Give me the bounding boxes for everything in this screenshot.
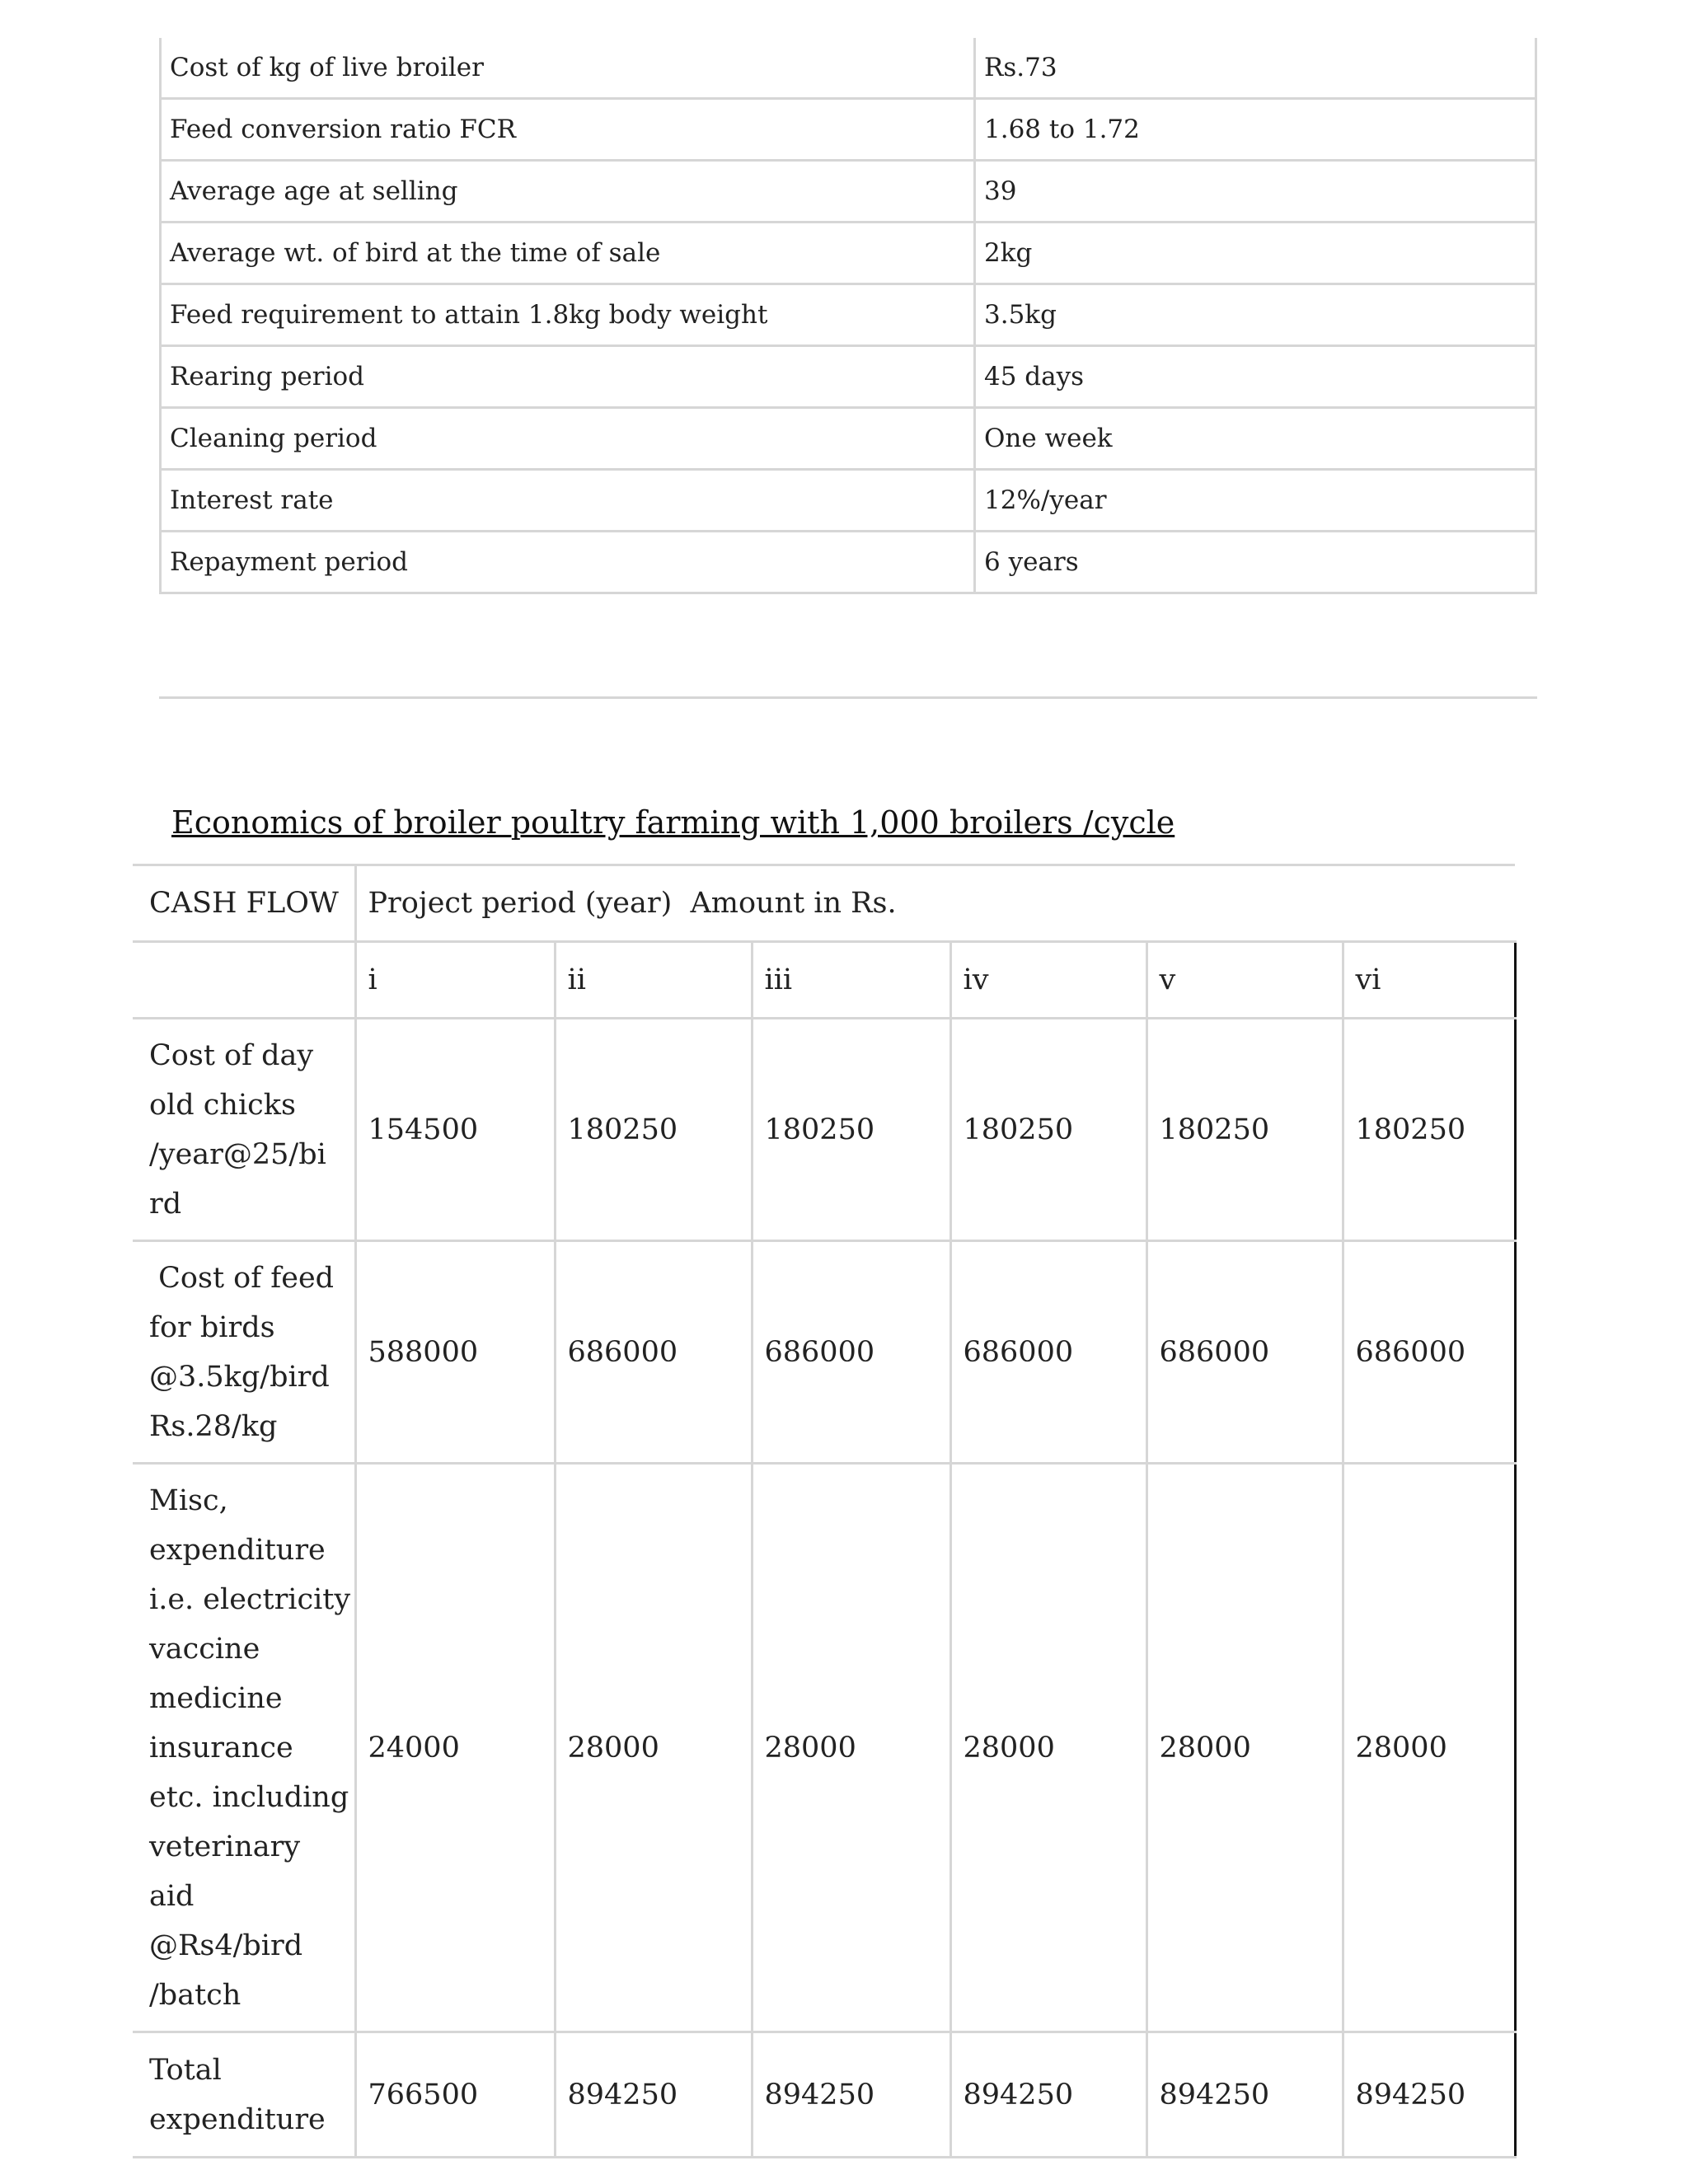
- cell-value: 180250: [555, 1019, 752, 1241]
- row-label-line: expenditure: [149, 1533, 326, 1567]
- param-row: [161, 408, 1536, 470]
- cell-value: 894250: [1343, 2032, 1515, 2158]
- param-label: Interest rate: [161, 470, 975, 532]
- param-label: Average age at selling: [161, 161, 975, 223]
- parameters-table: [159, 38, 1537, 594]
- row-label: [133, 1241, 355, 1464]
- cell-value: 894250: [1146, 2032, 1343, 2158]
- year-header: vi: [1343, 942, 1515, 1019]
- row-label-line: insurance: [149, 1731, 293, 1765]
- cashflow-row-misc: [133, 1464, 1515, 2032]
- row-label-line: rd: [149, 1187, 182, 1221]
- cashflow-row-chicks: [133, 1019, 1515, 1241]
- cell-value: 686000: [950, 1241, 1146, 1464]
- cashflow-header-period: Project period (year) Amount in Rs.: [355, 865, 1515, 942]
- row-label-line: @Rs4/bird: [149, 1929, 303, 1962]
- year-header-row: [133, 942, 1515, 1019]
- year-header-blank: [133, 942, 355, 1019]
- cell-value: 24000: [355, 1464, 555, 2032]
- param-label: Feed requirement to attain 1.8kg body weight: [161, 284, 975, 346]
- cell-value: 894250: [950, 2032, 1146, 2158]
- param-row: [161, 161, 1536, 223]
- row-label: [133, 1019, 355, 1241]
- row-label-line: expenditure: [149, 2102, 326, 2136]
- cell-value: 28000: [555, 1464, 752, 2032]
- param-row: [161, 346, 1536, 408]
- row-label-line: etc. including: [149, 1780, 349, 1814]
- param-label: Feed conversion ratio FCR: [161, 99, 975, 161]
- cell-value: 154500: [355, 1019, 555, 1241]
- row-label: [133, 2032, 355, 2158]
- cell-value: 894250: [752, 2032, 950, 2158]
- row-label-line: Rs.28/kg: [149, 1409, 278, 1443]
- cashflow-row-total: [133, 2032, 1515, 2158]
- cell-value: 686000: [555, 1241, 752, 1464]
- cashflow-table: [133, 864, 1517, 2158]
- param-value: 6 years: [975, 532, 1536, 593]
- cell-value: 180250: [1146, 1019, 1343, 1241]
- cell-value: 28000: [1343, 1464, 1515, 2032]
- param-value: 1.68 to 1.72: [975, 99, 1536, 161]
- cell-value: 686000: [1146, 1241, 1343, 1464]
- row-label-line: Total: [149, 2053, 222, 2087]
- row-label-line: Cost of feed: [149, 1261, 335, 1295]
- param-row: [161, 223, 1536, 284]
- row-label-line: @3.5kg/bird: [149, 1360, 330, 1394]
- year-header: iii: [752, 942, 950, 1019]
- param-label: Average wt. of bird at the time of sale: [161, 223, 975, 284]
- year-header: v: [1146, 942, 1343, 1019]
- section-title: Economics of broiler poultry farming with 1,000 broilers /cycle: [171, 804, 1175, 841]
- param-value: 45 days: [975, 346, 1536, 408]
- cell-value: 28000: [950, 1464, 1146, 2032]
- cell-value: 28000: [752, 1464, 950, 2032]
- row-label-line: for birds: [149, 1310, 275, 1344]
- cell-value: 28000: [1146, 1464, 1343, 2032]
- cell-value: 686000: [752, 1241, 950, 1464]
- cashflow-header-label: CASH FLOW: [133, 865, 355, 942]
- year-header: i: [355, 942, 555, 1019]
- row-label-line: Misc,: [149, 1483, 228, 1517]
- row-label: [133, 1464, 355, 2032]
- year-header: iv: [950, 942, 1146, 1019]
- cell-value: 180250: [1343, 1019, 1515, 1241]
- row-label-line: old chicks: [149, 1088, 296, 1122]
- cell-value: 588000: [355, 1241, 555, 1464]
- row-label-line: aid: [149, 1879, 195, 1913]
- param-label: Cleaning period: [161, 408, 975, 470]
- param-value: 12%/year: [975, 470, 1536, 532]
- param-value: One week: [975, 408, 1536, 470]
- param-row: [161, 38, 1536, 99]
- cell-value: 180250: [950, 1019, 1146, 1241]
- cell-value: 686000: [1343, 1241, 1515, 1464]
- row-label-line: /batch: [149, 1978, 241, 2012]
- param-value: 39: [975, 161, 1536, 223]
- row-label-line: veterinary: [149, 1830, 301, 1863]
- param-label: Cost of kg of live broiler: [161, 38, 975, 99]
- param-row: [161, 470, 1536, 532]
- year-header: ii: [555, 942, 752, 1019]
- cell-value: 894250: [555, 2032, 752, 2158]
- param-value: 2kg: [975, 223, 1536, 284]
- param-label: Repayment period: [161, 532, 975, 593]
- param-label: Rearing period: [161, 346, 975, 408]
- row-label-line: /year@25/bi: [149, 1137, 326, 1171]
- horizontal-divider: [159, 696, 1537, 699]
- cell-value: 766500: [355, 2032, 555, 2158]
- param-row: [161, 284, 1536, 346]
- param-row: [161, 532, 1536, 593]
- param-row: [161, 99, 1536, 161]
- param-value: 3.5kg: [975, 284, 1536, 346]
- row-label-line: i.e. electricity: [149, 1582, 351, 1616]
- row-label-line: vaccine: [149, 1632, 260, 1666]
- row-label-line: medicine: [149, 1681, 283, 1715]
- cashflow-row-feed: [133, 1241, 1515, 1464]
- param-value: Rs.73: [975, 38, 1536, 99]
- cell-value: 180250: [752, 1019, 950, 1241]
- cashflow-header-row: [133, 865, 1515, 942]
- row-label-line: Cost of day: [149, 1038, 314, 1072]
